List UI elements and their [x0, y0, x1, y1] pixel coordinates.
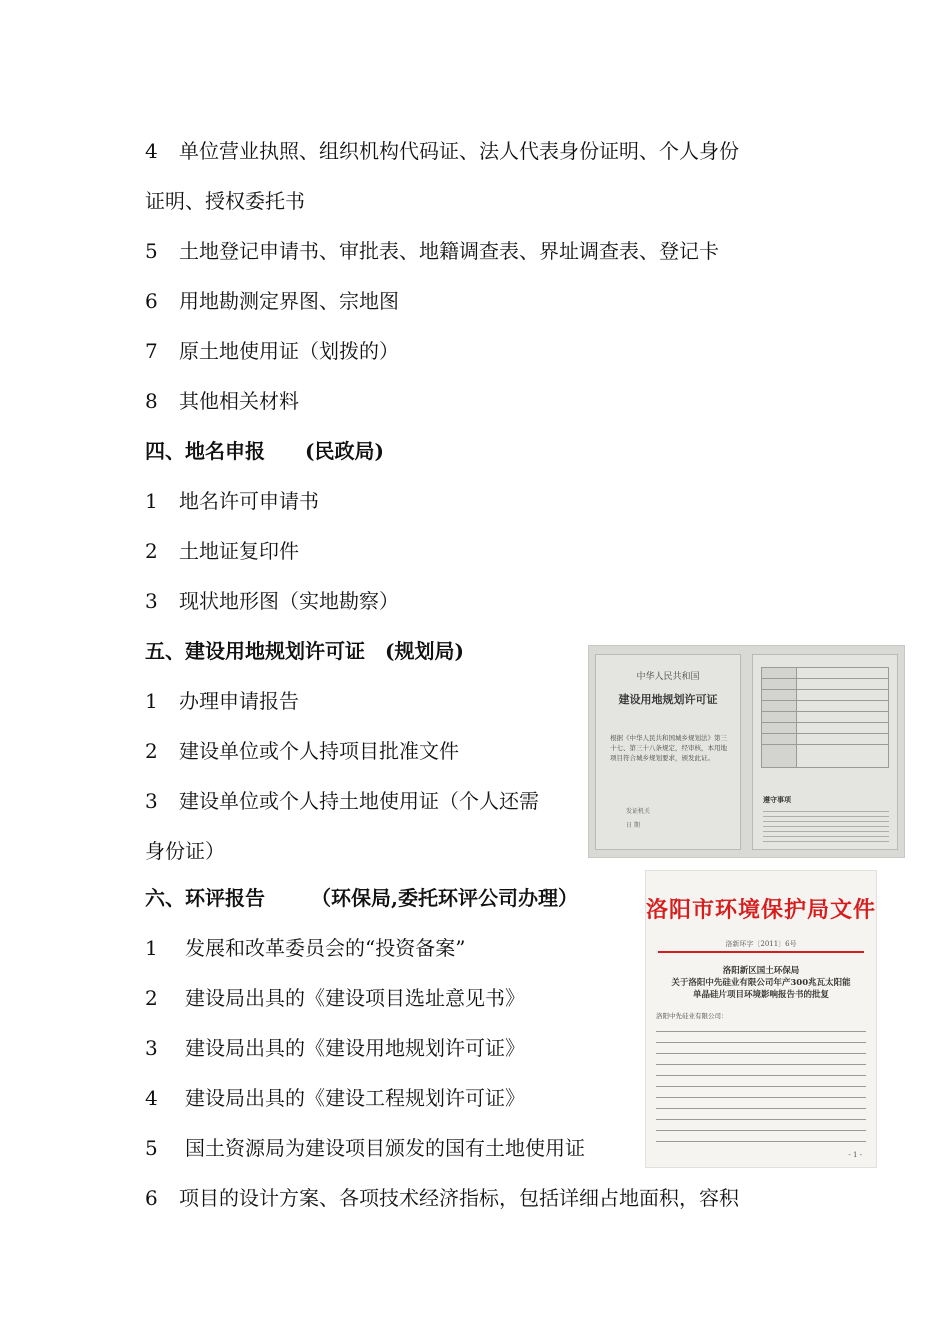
item-text: 办理申请报告	[179, 689, 299, 713]
item-text: 建设局出具的《建设项目选址意见书》	[185, 986, 525, 1010]
list-item	[145, 1084, 525, 1112]
list-item	[145, 1134, 585, 1162]
land-planning-permit-image	[588, 645, 905, 858]
heading-title: 四、地名申报	[145, 439, 265, 463]
item-number: 2	[145, 986, 158, 1010]
list-item	[145, 1034, 525, 1062]
item-number: 2	[145, 739, 158, 763]
list-item	[145, 1184, 739, 1212]
item-number: 8	[145, 389, 158, 413]
item-number: 1	[145, 936, 158, 960]
item-text: 建设局出具的《建设用地规划许可证》	[185, 1036, 525, 1060]
heading-title: 六、环评报告	[145, 886, 265, 910]
item-number: 4	[145, 139, 158, 163]
item-text: 发展和改革委员会的“投资备案”	[185, 936, 466, 960]
heading-dept: (民政局)	[305, 439, 384, 463]
list-item	[145, 537, 299, 565]
item-text: 建设局出具的《建设工程规划许可证》	[185, 1086, 525, 1110]
item-number: 7	[145, 339, 158, 363]
section-heading-eia	[145, 884, 578, 912]
item-text: 用地勘测定界图、宗地图	[179, 289, 399, 313]
list-item	[145, 984, 525, 1012]
env-doc-addressee: 洛阳中先硅业有限公司：	[656, 1012, 728, 1020]
item-number: 6	[145, 289, 158, 313]
list-item	[145, 687, 299, 715]
list-item	[145, 587, 399, 615]
item-number: 4	[145, 1086, 158, 1110]
item-text: 土地登记申请书、审批表、地籍调查表、界址调查表、登记卡	[179, 239, 719, 263]
item-text: 单位营业执照、组织机构代码证、法人代表身份证明、个人身份	[179, 139, 739, 163]
env-doc-number: 洛新环字〔2011〕6号	[725, 940, 797, 948]
section-heading-land-permit	[145, 637, 464, 665]
certificate-table	[761, 667, 889, 768]
item-number: 3	[145, 1036, 158, 1060]
item-number: 5	[145, 1136, 158, 1160]
item-text: 建设单位或个人持项目批准文件	[179, 739, 459, 763]
list-item	[145, 934, 465, 962]
heading-title: 五、建设用地规划许可证	[145, 639, 365, 663]
certificate-body: 根据《中华人民共和国城乡规划法》第三十七、第三十八条规定，经审核，本用地项目符合城乡规划要求，颁发此证。	[610, 734, 727, 762]
list-item	[145, 337, 399, 365]
item-number: 3	[145, 589, 158, 613]
env-doc-red-rule	[658, 951, 864, 953]
item-text: 建设单位或个人持土地使用证（个人还需	[179, 789, 539, 813]
certificate-notice-title: 遵守事项	[763, 795, 791, 804]
env-doc-page-number: - 1 -	[848, 1151, 862, 1159]
list-item-continuation	[145, 837, 225, 865]
certificate-issuer: 发证机关	[626, 808, 651, 815]
heading-dept: （环保局,委托环评公司办理）	[311, 886, 578, 910]
list-item	[145, 287, 399, 315]
certificate-cover-page	[595, 654, 741, 850]
item-number: 1	[145, 689, 158, 713]
list-item-continuation	[145, 187, 305, 215]
list-item	[145, 737, 459, 765]
list-item	[145, 387, 299, 415]
certificate-date: 日 期	[626, 822, 640, 829]
certificate-country: 中华人民共和国	[636, 672, 700, 682]
list-item	[145, 137, 739, 165]
item-text: 身份证）	[145, 839, 225, 863]
item-number: 1	[145, 489, 158, 513]
item-number: 5	[145, 239, 158, 263]
item-text: 现状地形图（实地勘察）	[179, 589, 399, 613]
list-item	[145, 487, 319, 515]
item-text: 原土地使用证（划拨的）	[179, 339, 399, 363]
item-text: 证明、授权委托书	[145, 189, 305, 213]
env-doc-title: 洛阳市环境保护局文件	[646, 897, 877, 923]
certificate-notice-text	[763, 807, 889, 843]
env-doc-heading: 关于洛阳中先硅业有限公司年产300兆瓦太阳能	[671, 978, 851, 988]
certificate-detail-page	[752, 654, 898, 850]
item-text: 地名许可申请书	[179, 489, 319, 513]
item-text: 其他相关材料	[179, 389, 299, 413]
list-item	[145, 237, 719, 265]
list-item	[145, 787, 539, 815]
env-protection-document-image	[645, 870, 877, 1168]
certificate-title: 建设用地规划许可证	[618, 693, 718, 706]
heading-dept: (规划局)	[385, 639, 464, 663]
item-number: 2	[145, 539, 158, 563]
item-text: 土地证复印件	[179, 539, 299, 563]
env-doc-heading: 洛阳新区国土环保局	[722, 966, 800, 976]
env-doc-heading: 单晶硅片项目环境影响报告书的批复	[692, 990, 829, 1000]
item-text: 国土资源局为建设项目颁发的国有土地使用证	[185, 1136, 585, 1160]
item-text: 项目的设计方案、各项技术经济指标，包括详细占地面积，容积	[179, 1186, 739, 1210]
env-doc-body-text	[656, 1025, 866, 1143]
item-number: 6	[145, 1186, 158, 1210]
item-number: 3	[145, 789, 158, 813]
section-heading-place-name	[145, 437, 384, 465]
